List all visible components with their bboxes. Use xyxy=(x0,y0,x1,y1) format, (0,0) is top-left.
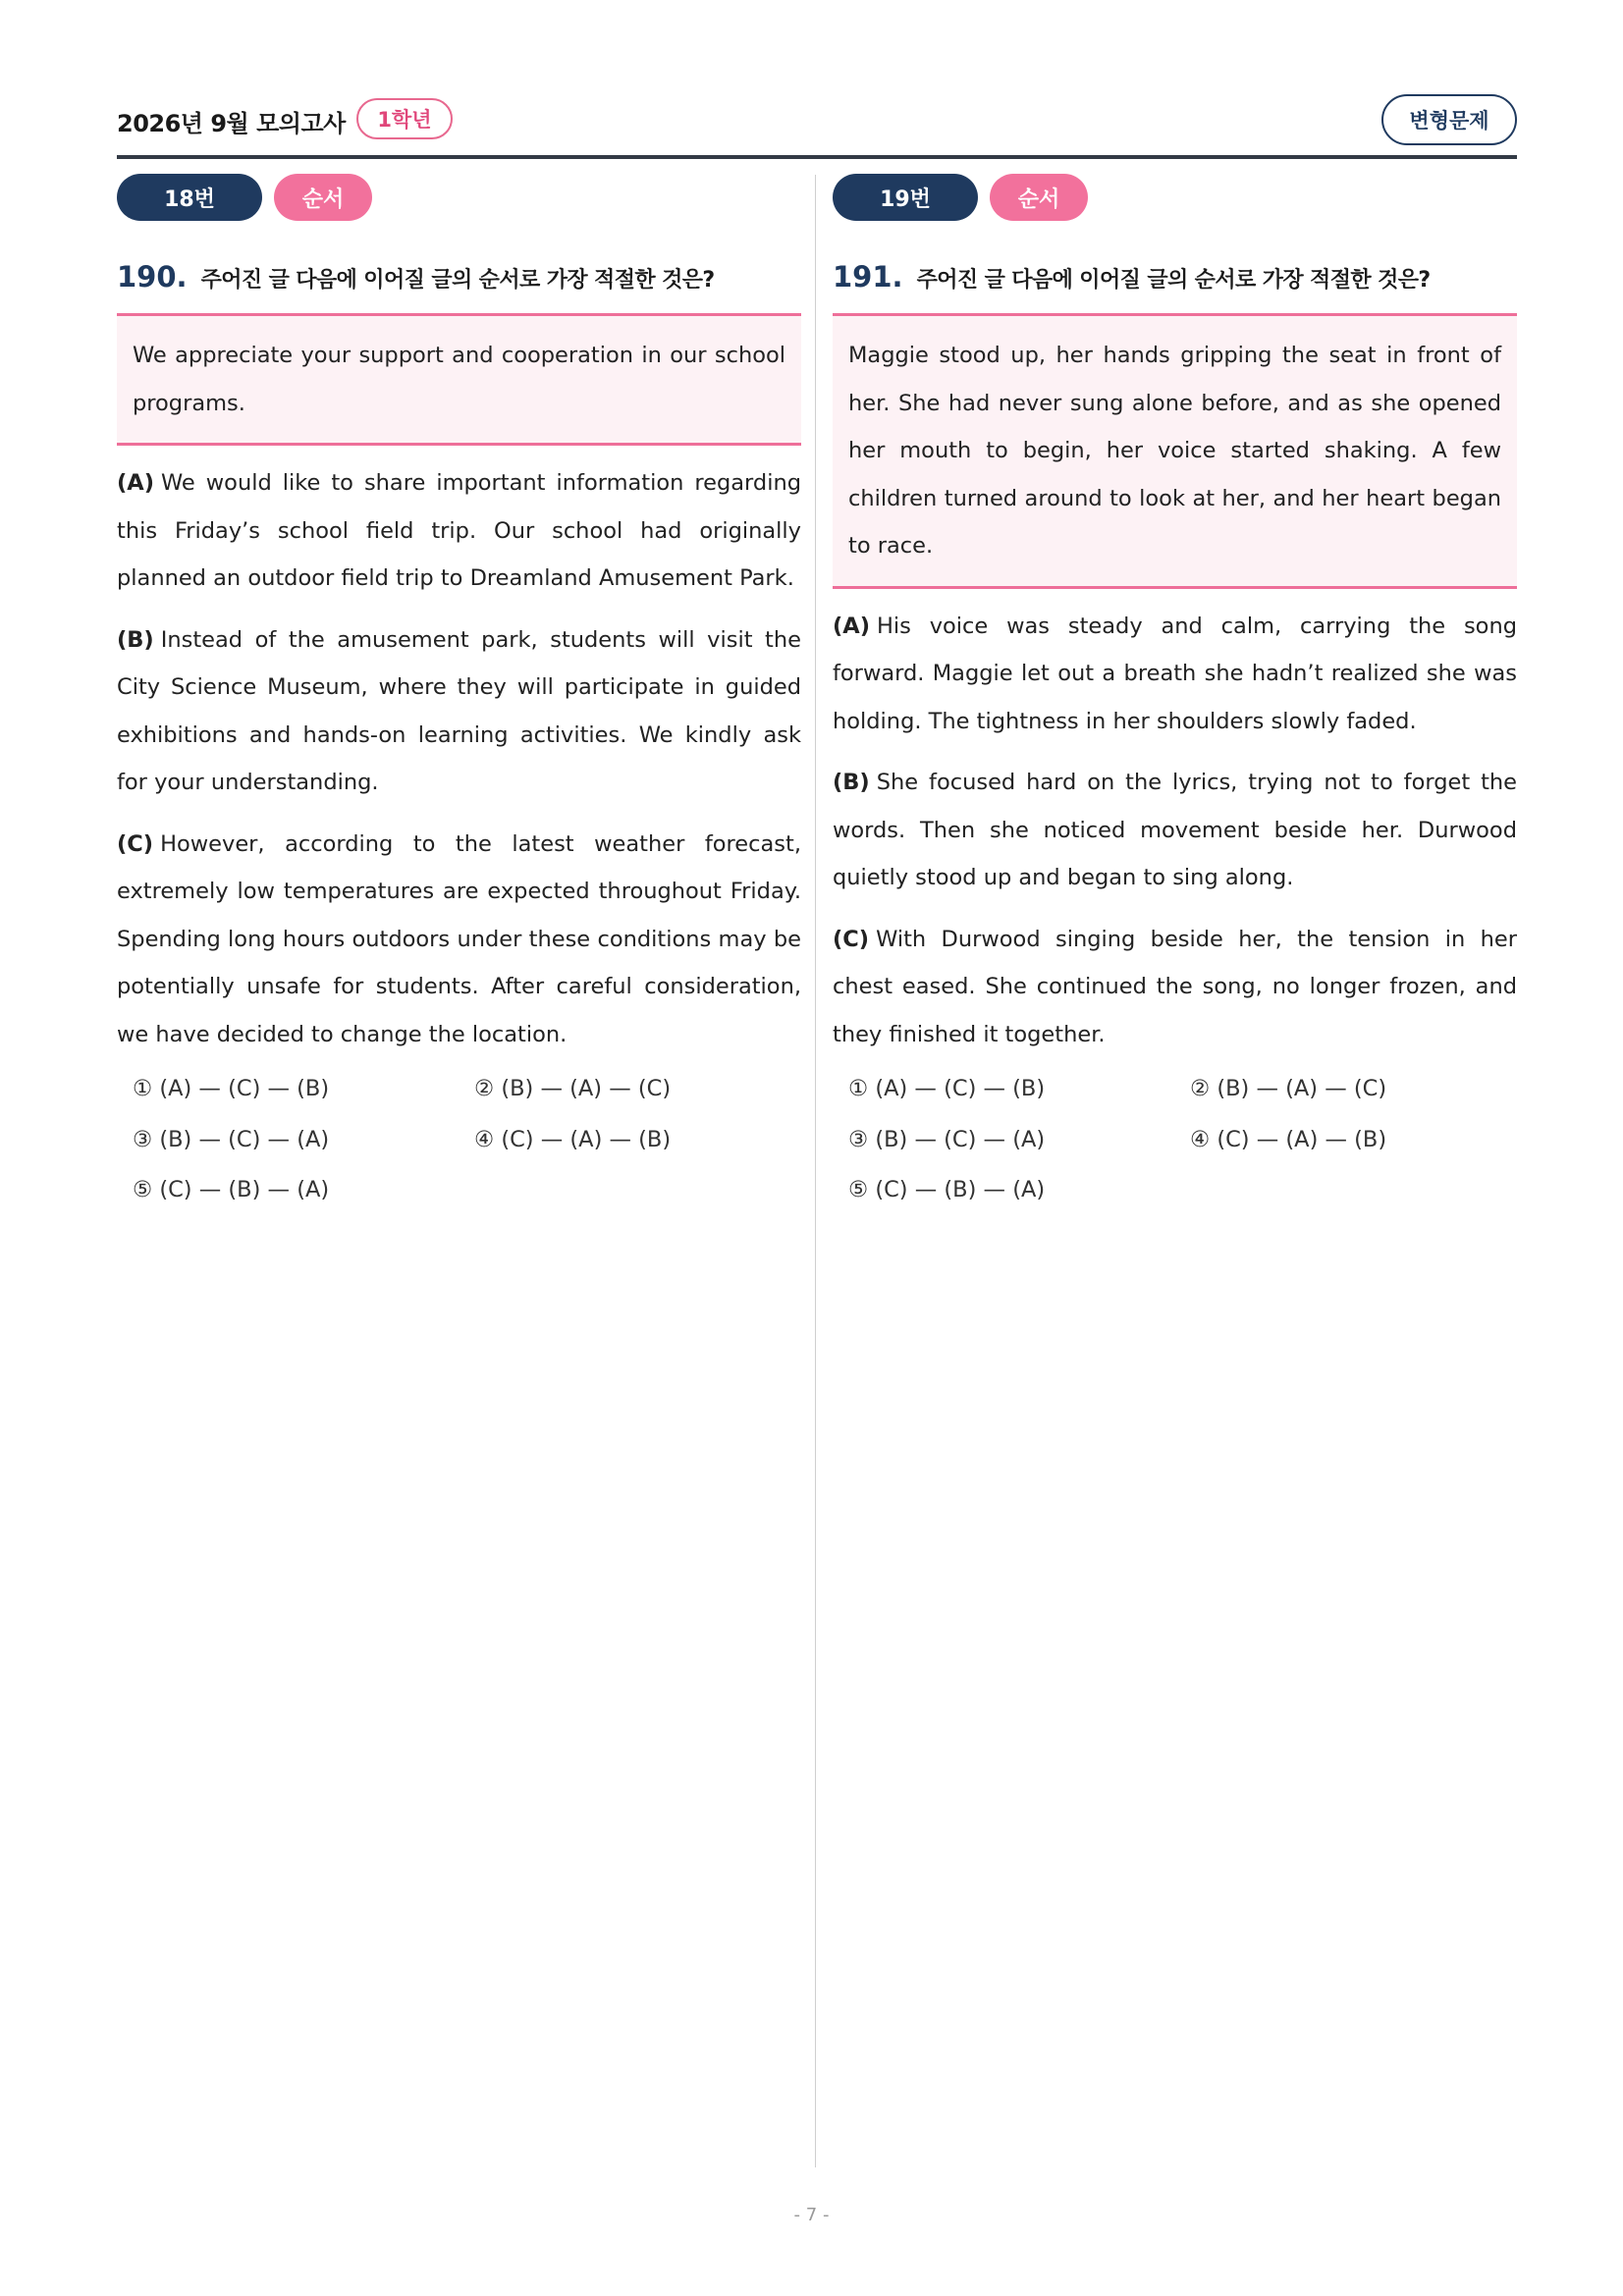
paragraph-text: However, according to the latest weather forecast, extremely low temperatures are expected throughout Friday. Spending long hours outdoors under these conditions may be potentially unsafe for students. After careful consideration, we have decided to change the location. xyxy=(117,830,801,1047)
paragraph-c xyxy=(117,821,801,1059)
choice-3[interactable]: ③ (B) — (C) — (A) xyxy=(133,1127,330,1152)
question-type-tag: 순서 xyxy=(990,174,1088,221)
column-divider xyxy=(815,175,816,2167)
paragraph-b xyxy=(117,616,801,807)
question-number: 190. xyxy=(117,260,188,294)
choice-1[interactable]: ① (A) — (C) — (B) xyxy=(848,1076,1046,1101)
question-tags xyxy=(117,174,801,221)
question-number: 191. xyxy=(833,260,903,294)
paragraph-label: (C) xyxy=(833,926,870,952)
answer-choices xyxy=(117,1076,801,1233)
paragraph-text: His voice was steady and calm, carrying the song forward. Maggie let out a breath she hadn’t realized she was holding. The tightness in her shoulders slowly faded. xyxy=(833,613,1517,734)
choice-4[interactable]: ④ (C) — (A) — (B) xyxy=(1190,1127,1387,1152)
paragraph-label: (C) xyxy=(117,830,154,857)
question-tags xyxy=(833,174,1517,221)
source-number-tag: 19번 xyxy=(833,174,978,221)
choice-5[interactable]: ⑤ (C) — (B) — (A) xyxy=(848,1177,1046,1202)
choice-3[interactable]: ③ (B) — (C) — (A) xyxy=(848,1127,1046,1152)
paragraph-label: (B) xyxy=(117,626,154,653)
header-divider xyxy=(117,155,1517,159)
source-number-tag: 18번 xyxy=(117,174,262,221)
grade-badge: 1학년 xyxy=(356,98,453,139)
given-passage: We appreciate your support and cooperation in our school programs. xyxy=(117,313,801,446)
page-number: - 7 - xyxy=(793,2205,830,2225)
choice-2[interactable]: ② (B) — (A) — (C) xyxy=(1190,1076,1387,1101)
given-passage: Maggie stood up, her hands gripping the seat in front of her. She had never sung alone before, and as she opened her mouth to begin, her voice started shaking. A few children turned around to look at her, and her heart began to race. xyxy=(833,313,1517,589)
page-header xyxy=(117,96,1517,157)
paragraph-text: Instead of the amusement park, students will visit the City Science Museum, where they will participate in guided exhibitions and hands-on learning activities. We kindly ask for your understanding. xyxy=(117,626,801,795)
question-190 xyxy=(117,174,801,1233)
question-prompt: 주어진 글 다음에 이어질 글의 순서로 가장 적절한 것은? xyxy=(916,268,1431,293)
answer-choices xyxy=(833,1076,1517,1233)
paragraph-label: (B) xyxy=(833,770,870,795)
choice-2[interactable]: ② (B) — (A) — (C) xyxy=(474,1076,672,1101)
paragraph-a xyxy=(833,603,1517,746)
paragraph-text: She focused hard on the lyrics, trying not to forget the words. Then she noticed movement beside her. Durwood quietly stood up and began to sing along. xyxy=(833,770,1517,890)
choice-1[interactable]: ① (A) — (C) — (B) xyxy=(133,1076,330,1101)
choice-5[interactable]: ⑤ (C) — (B) — (A) xyxy=(133,1177,330,1202)
exam-title: 2026년 9월 모의고사 xyxy=(117,110,346,137)
paragraph-b xyxy=(833,759,1517,902)
paragraph-label: (A) xyxy=(833,613,870,639)
question-type-tag: 순서 xyxy=(274,174,372,221)
variant-badge: 변형문제 xyxy=(1381,94,1517,145)
question-prompt: 주어진 글 다음에 이어질 글의 순서로 가장 적절한 것은? xyxy=(200,268,715,293)
choice-4[interactable]: ④ (C) — (A) — (B) xyxy=(474,1127,672,1152)
paragraph-c xyxy=(833,916,1517,1059)
paragraph-text: With Durwood singing beside her, the tension in her chest eased. She continued the song, no longer frozen, and they finished it together. xyxy=(833,926,1517,1047)
paragraph-label: (A) xyxy=(117,470,154,496)
paragraph-text: We would like to share important information regarding this Friday’s school field trip. Our school had originally planned an outdoor field trip to Dreamland Amusement Park. xyxy=(117,470,801,591)
question-title xyxy=(117,260,801,295)
question-title xyxy=(833,260,1517,295)
question-191 xyxy=(833,174,1517,1233)
paragraph-a xyxy=(117,459,801,603)
